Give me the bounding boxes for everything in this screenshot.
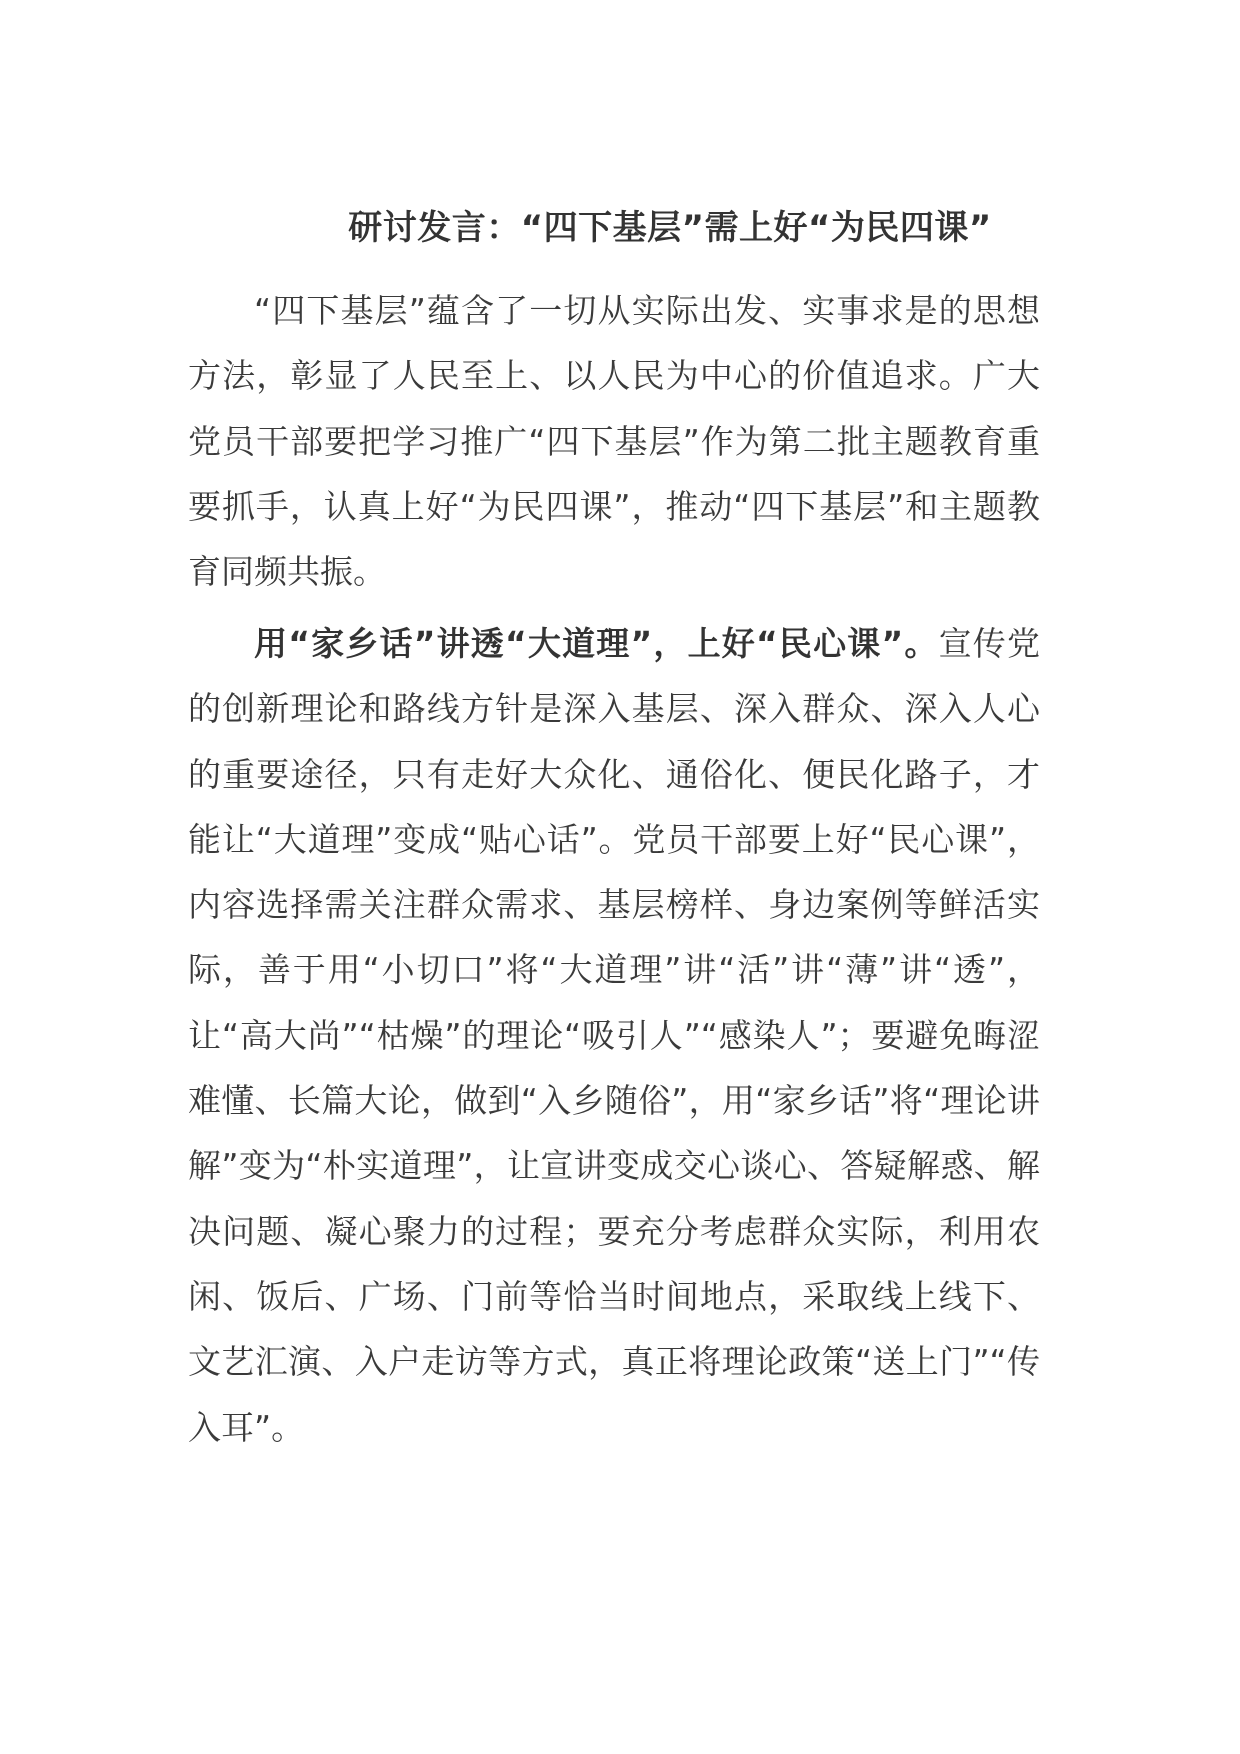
paragraph-minxin-lesson — [188, 611, 1040, 1460]
paragraph-minxin-lead: 用“家乡话”讲透“大道理”，上好“民心课”。 — [254, 624, 939, 663]
paragraph-intro-text: “四下基层”蕴含了一切从实际出发、实事求是的思想方法，彰显了人民至上、以人民为中心的价值追求。广大党员干部要把学习推广“四下基层”作为第二批主题教育重要抓手，认真上好“为民四课”，推动“四下基层”和主题教育同频共振。 — [188, 291, 1040, 592]
document-title: 研讨发言：“四下基层”需上好“为民四课” — [348, 208, 992, 248]
paragraph-minxin-text: 宣传党的创新理论和路线方针是深入基层、深入群众、深入人心的重要途径，只有走好大众化、通俗化、便民化路子，才能让“大道理”变成“贴心话”。党员干部要上好“民心课”，内容选择需关注群众需求、基层榜样、身边案例等鲜活实际，善于用“小切口”将“大道理”讲“活”讲“薄”讲“透”，让“高大尚”“枯燥”的理论“吸引人”“感染人”；要避免晦涩难懂、长篇大论，做到“入乡随俗”，用“家乡话”将“理论讲解”变为“朴实道理”，让宣讲变成交心谈心、答疑解惑、解决问题、凝心聚力的过程；要充分考虑群众实际，利用农闲、饭后、广场、门前等恰当时间地点，采取线上线下、文艺汇演、入户走访等方式，真正将理论政策“送上门”“传入耳”。 — [188, 624, 1040, 1447]
paragraph-intro — [188, 278, 1040, 604]
